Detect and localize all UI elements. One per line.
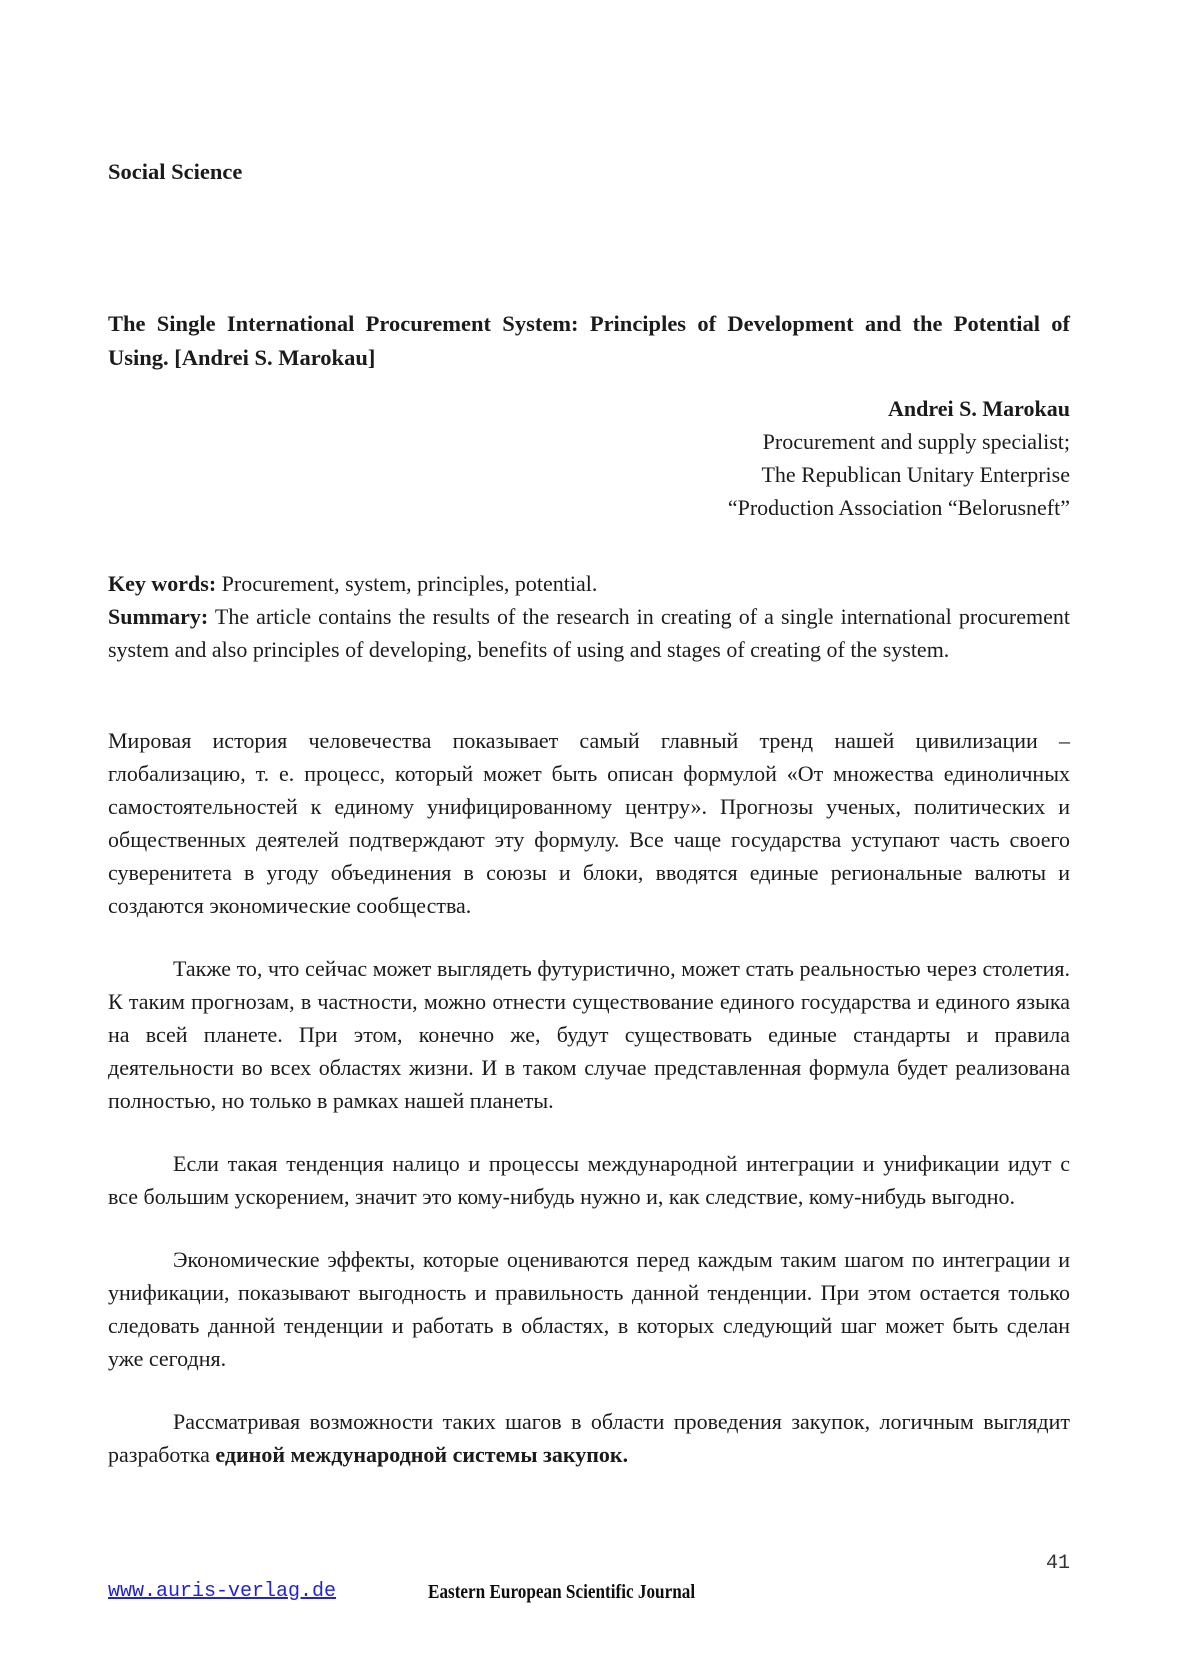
page-number: 41 — [1045, 1552, 1070, 1575]
publisher-link[interactable]: www.auris-verlag.de — [108, 1580, 337, 1603]
author-affiliation-line-2: The Republican Unitary Enterprise — [761, 462, 1070, 487]
journal-name: Eastern European Scientific Journal — [428, 1582, 696, 1603]
summary-label: Summary: — [108, 604, 209, 629]
keywords-text: Procurement, system, principles, potential. — [221, 571, 598, 596]
article-title: The Single International Procurement System: Principles of Development and the Potential of Using. [Andrei S. Marokau] — [108, 311, 1070, 370]
summary-line — [108, 600, 1070, 666]
section-heading: Social Science — [108, 159, 243, 184]
keywords-label: Key words: — [108, 571, 217, 596]
paragraph-5-bold-phrase: единой международной системы закупок. — [215, 1442, 629, 1467]
article-body — [108, 724, 1070, 1471]
page-footer — [108, 1580, 1070, 1620]
body-paragraph-3: Если такая тенденция налицо и процессы международной интеграции и унификации идут с все большим ускорением, значит это кому-нибудь нужно и, как следствие, кому-нибудь выгодно. — [108, 1151, 1070, 1209]
body-paragraph-2: Также то, что сейчас может выглядеть футуристично, может стать реальностью через столетия. К таким прогнозам, в частности, можно отнести существование единого государства и единого языка на всей планете. При этом, конечно же, будут существовать единые стандарты и правила деятельности во всех областях жизни. И в таком случае представленная формула будет реализована полностью, но только в рамках нашей планеты. — [108, 956, 1070, 1113]
body-paragraph-1: Мировая история человечества показывает самый главный тренд нашей цивилизации – глобализацию, т. е. процесс, который может быть описан формулой «От множества единоличных самостоятельностей к единому унифицированному центру». Прогнозы ученых, политических и общественных деятелей подтверждают эту формулу. Все чаще государства уступают часть своего суверенитета в угоду объединения в союзы и блоки, вводятся единые региональные валюты и создаются экономические сообщества. — [108, 728, 1070, 918]
author-affiliation-line-3: “Production Association “Belorusneft” — [727, 495, 1070, 520]
author-name: Andrei S. Marokau — [888, 396, 1070, 421]
page-content — [108, 0, 1070, 1471]
author-affiliation-line-1: Procurement and supply specialist; — [762, 429, 1070, 454]
author-block — [108, 392, 1070, 524]
summary-text: The article contains the results of the research in creating of a single international procurement system and also principles of developing, benefits of using and stages of creating of the system. — [108, 604, 1070, 662]
paragraph-5-lead: Рассматривая возможности таких шагов в области проведения закупок, логичным выглядит разработка — [108, 1409, 1070, 1467]
body-paragraph-5 — [108, 1405, 1070, 1471]
keywords-line — [108, 567, 1070, 600]
article-meta — [108, 567, 1070, 666]
body-paragraph-4: Экономические эффекты, которые оцениваются перед каждым таким шагом по интеграции и унификации, показывают выгодность и правильность данной тенденции. При этом остается только следовать данной тенденции и работать в областях, в которых следующий шаг может быть сделан уже сегодня. — [108, 1247, 1070, 1371]
